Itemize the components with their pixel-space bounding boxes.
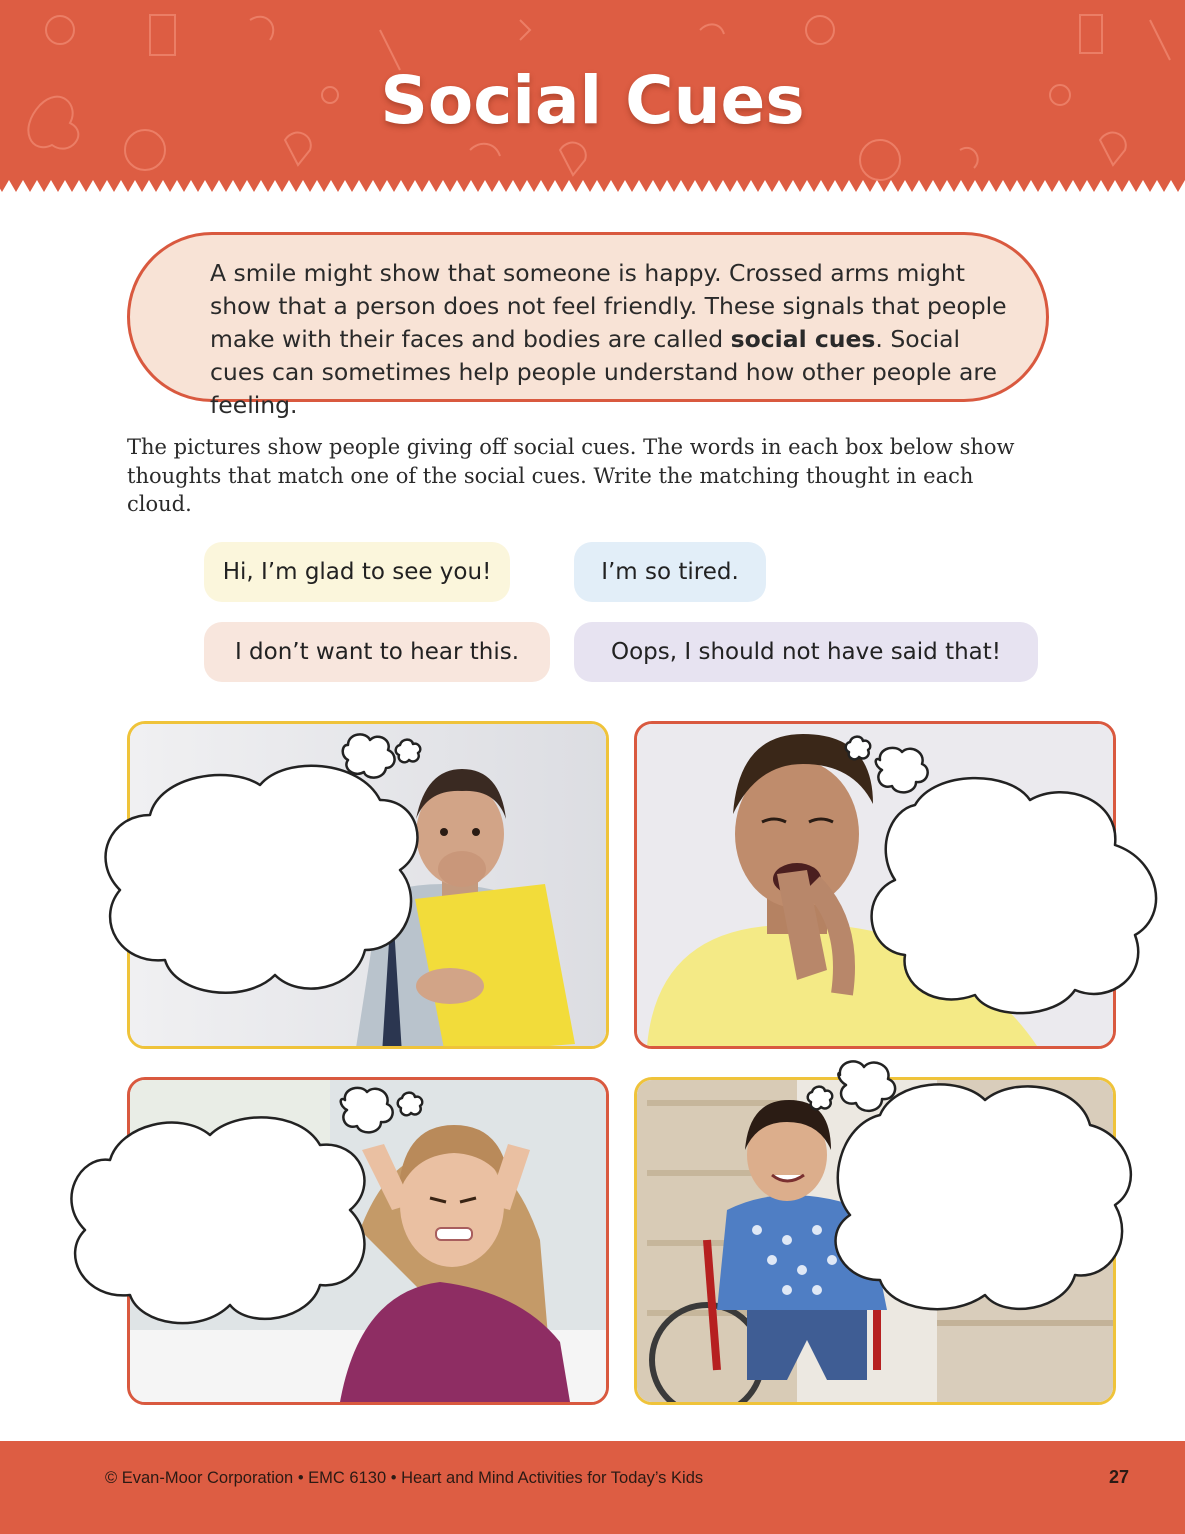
page-title: Social Cues	[380, 62, 805, 139]
girl-covering-ears-photo	[127, 1077, 609, 1405]
page-number: 27	[1108, 1467, 1129, 1487]
boy-covering-mouth-photo	[127, 721, 609, 1049]
choice-label: I’m so tired.	[601, 559, 739, 585]
page-header	[0, 0, 1185, 220]
choice-box-oops	[574, 622, 1038, 682]
boy-yawning-photo	[634, 721, 1116, 1049]
instructions: The pictures show people giving off social cues. The words in each box below show thoughts that match one of the social cues. Write the matching thought in each cloud.	[127, 435, 1015, 516]
choice-label: Hi, I’m glad to see you!	[222, 559, 492, 585]
intro-bold-term: social cues	[730, 325, 876, 353]
choice-box-glad	[204, 542, 510, 602]
intro-box	[127, 232, 1049, 419]
girl-in-wheelchair-smiling-photo	[634, 1077, 1116, 1405]
choice-box-dont-want-to-hear	[204, 622, 550, 682]
copyright-credit: © Evan-Moor Corporation • EMC 6130 • Heart and Mind Activities for Today’s Kids	[105, 1469, 704, 1487]
choice-label: Oops, I should not have said that!	[610, 639, 1001, 665]
intro-text-part2: . Social cues can sometimes help people understand how other people are feeling.	[210, 325, 997, 419]
intro-text-part1: A smile might show that someone is happy. Crossed arms might show that a person does not feel friendly. These signals that people make with their faces and bodies are called	[210, 259, 1007, 353]
choice-label: I don’t want to hear this.	[234, 639, 520, 665]
page-footer	[0, 1441, 1185, 1534]
choice-box-tired	[574, 542, 766, 602]
